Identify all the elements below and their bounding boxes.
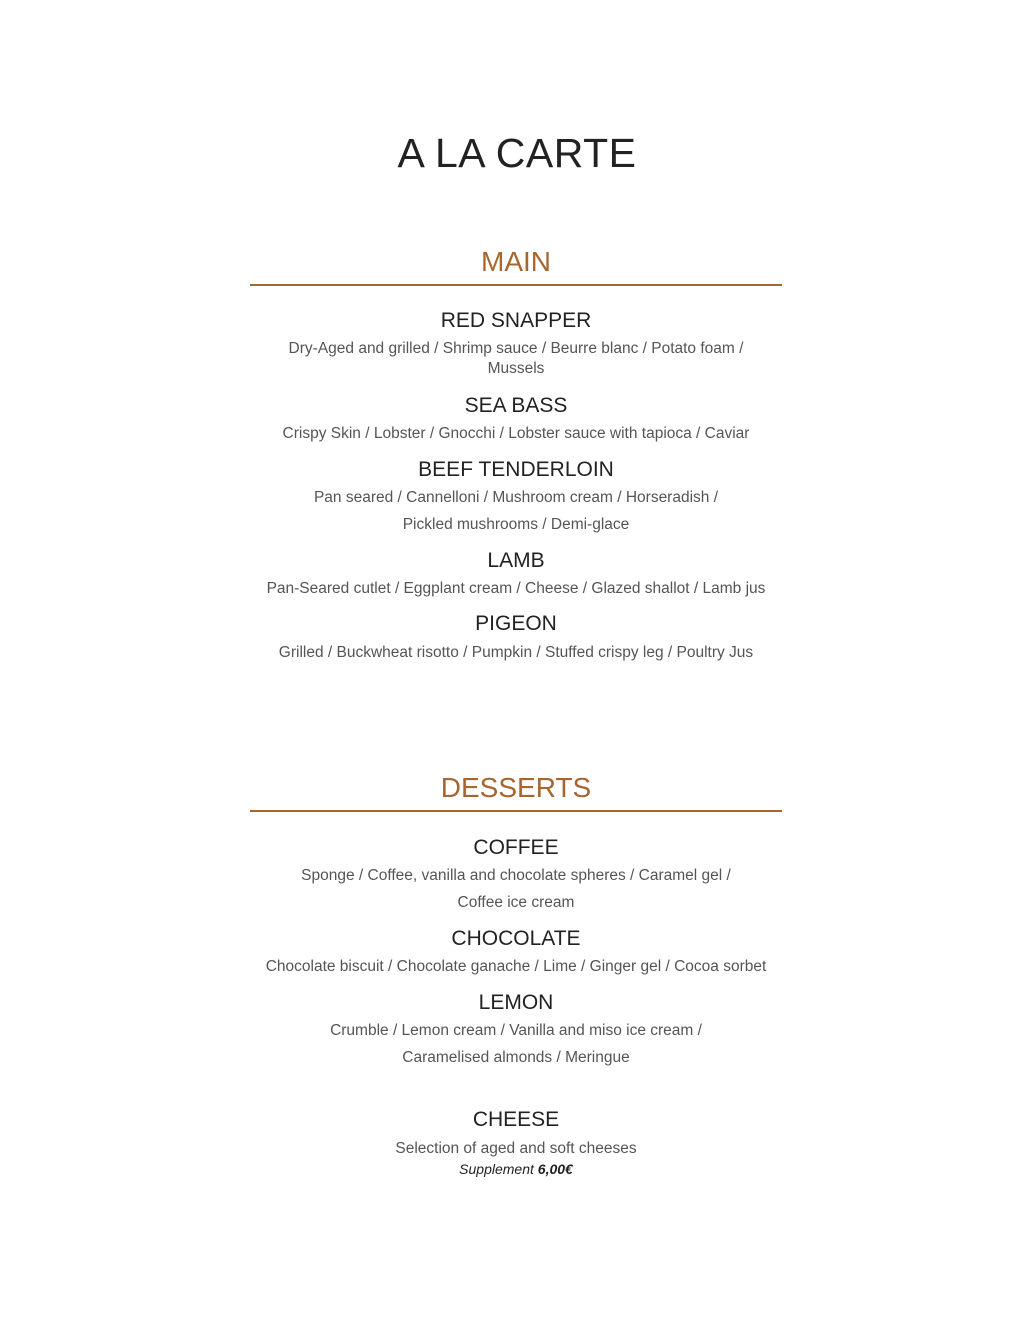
menu-item-lemon (250, 989, 782, 1071)
menu-item-sea-bass (250, 392, 782, 444)
item-desc: Pan-Seared cutlet / Eggplant cream / Cheese / Glazed shallot / Lamb jus (266, 580, 766, 597)
section-divider (250, 284, 782, 286)
item-name: LEMON (478, 991, 554, 1014)
menu-item-pigeon (250, 610, 782, 663)
item-desc: Coffee ice cream (457, 894, 575, 911)
section-main (250, 244, 782, 286)
supplement-note (250, 1159, 782, 1179)
item-name: LAMB (487, 549, 545, 572)
item-desc: Sponge / Coffee, vanilla and chocolate spheres / Caramel gel / (301, 867, 731, 884)
item-name: BEEF TENDERLOIN (418, 458, 614, 481)
item-desc: Pan seared / Cannelloni / Mushroom cream / Horseradish / (313, 489, 719, 506)
item-desc: Crispy Skin / Lobster / Gnocchi / Lobster sauce with tapioca / Caviar (282, 425, 750, 442)
item-name: COFFEE (473, 836, 559, 859)
menu-item-lamb (250, 547, 782, 599)
item-desc: Selection of aged and soft cheeses (395, 1140, 637, 1157)
menu-item-chocolate (250, 925, 782, 977)
item-name: PIGEON (475, 612, 557, 635)
item-desc: Grilled / Buckwheat risotto / Pumpkin / Stuffed crispy leg / Poultry Jus (278, 644, 754, 661)
section-desserts (250, 770, 782, 812)
item-desc: Dry-Aged and grilled / Shrimp sauce / Beurre blanc / Potato foam / (288, 340, 744, 357)
item-name: RED SNAPPER (440, 309, 592, 332)
menu-item-cheese (250, 1106, 782, 1179)
section-title: MAIN (481, 246, 551, 277)
item-desc: Pickled mushrooms / Demi-glace (402, 516, 630, 533)
item-name: CHEESE (472, 1108, 560, 1131)
item-name: SEA BASS (464, 394, 568, 417)
supplement-label: Supplement (459, 1161, 534, 1177)
item-name: CHOCOLATE (451, 927, 581, 950)
item-desc: Crumble / Lemon cream / Vanilla and miso ice cream / (330, 1022, 702, 1039)
section-divider (250, 810, 782, 812)
menu-item-beef-tenderloin (250, 456, 782, 538)
item-desc: Chocolate biscuit / Chocolate ganache / Lime / Ginger gel / Cocoa sorbet (265, 958, 767, 975)
item-desc: Mussels (487, 360, 545, 377)
section-title: DESSERTS (440, 772, 592, 803)
menu-item-red-snapper (250, 307, 782, 379)
item-desc: Caramelised almonds / Meringue (402, 1049, 630, 1066)
page-title: A LA CARTE (397, 130, 637, 176)
supplement-price: 6,00€ (537, 1161, 573, 1177)
menu-item-coffee (250, 834, 782, 916)
